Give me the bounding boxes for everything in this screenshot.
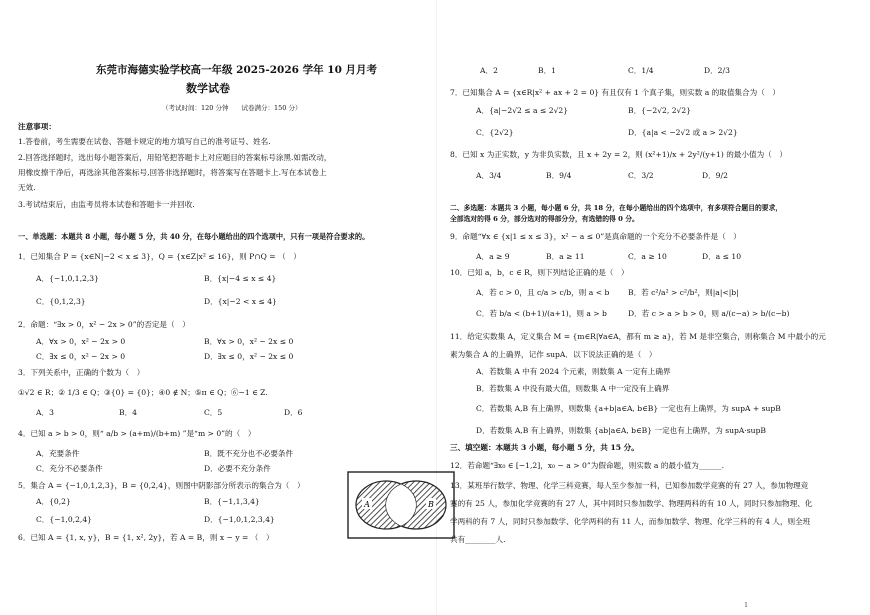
q6-option-c: C．1/4 <box>628 66 654 75</box>
q8-option-c: C．3/2 <box>628 171 654 180</box>
q9-option-b: B．a ≥ 11 <box>546 252 585 261</box>
q3-option-a: A．3 <box>36 408 54 417</box>
q6-option-d: D．2/3 <box>704 66 730 75</box>
q1-option-c: C．{0,1,2,3} <box>36 297 86 306</box>
q13-line: 学两科的有 7 人，同时只参加数学、化学两科的有 11 人，而参加数学、物理、化学三科的有 4 人，则全班 <box>450 517 811 526</box>
q5-stem: 5．集合 A = {−1,0,1,2,3}，B = {0,2,4}，则图中阴影部分所表示的集合为（ ） <box>18 481 305 490</box>
q5-option-a: A．{0,2} <box>36 497 71 506</box>
q2-option-b: B．∀x > 0，x² − 2x ≤ 0 <box>204 337 294 346</box>
exam-meta: （考试时间：120 分钟 试卷满分：150 分） <box>162 104 302 112</box>
note-line: 1.答卷前，考生需要在试卷、答题卡规定的地方填写自己的准考证号、姓名. <box>18 137 271 146</box>
q4-option-c: C．充分不必要条件 <box>36 464 103 473</box>
q5-option-d: D．{−1,0,1,2,3,4} <box>204 515 275 524</box>
q5-option-c: C．{−1,0,2,4} <box>36 515 92 524</box>
q5-option-b: B．{−1,1,3,4} <box>204 497 260 506</box>
page-number: 1 <box>744 601 749 609</box>
note-line: 用橡皮擦干净后，再选涂其他答案标号,回答非选择题时，将答案写在答题卡上.写在本试卷上 <box>18 168 327 177</box>
q3-option-b: B．4 <box>119 408 138 417</box>
q8-option-b: B．9/4 <box>546 171 572 180</box>
q6-stem: 6．已知 A = {1, x, y}，B = {1, x², 2y}，若 A = B，则 x − y = （ ） <box>18 533 274 542</box>
q9-option-a: A．a ≥ 9 <box>476 252 510 261</box>
q2-stem: 2．命题：“∃x > 0，x² − 2x > 0”的否定是（ ） <box>18 320 190 329</box>
q8-option-d: D．9/2 <box>702 171 728 180</box>
left-column <box>16 0 434 615</box>
right-column <box>448 0 860 615</box>
q10-option-a: A．若 c > 0，且 c/a > c/b，则 a < b <box>476 288 610 297</box>
q1-stem: 1．已知集合 P = {x∈N|−2 < x ≤ 3}，Q = {x∈Z|x² ≤ 16}，则 P∩Q = （ ） <box>18 252 301 261</box>
section2-heading: 二、多选题：本题共 3 小题，每小题 6 分，共 18 分，在每小题给出的四个选项中，有多项符合题目的要求， <box>450 204 783 212</box>
q10-option-c: C．若 b/a < (b+1)/(a+1)，则 a > b <box>476 309 607 318</box>
q9-stem: 9．命题“∀x ∈ {x|1 ≤ x ≤ 3}，x² − a ≤ 0”是真命题的一个充分不必要条件是（ ） <box>450 232 741 241</box>
q3-statements: ①√2 ∈ R；② 1/3 ∈ Q；③{0} = {0}；④0 ∉ N；⑤π ∈ Q；⑥−1 ∈ Z. <box>18 388 268 397</box>
q6-option-a: A．2 <box>480 66 498 75</box>
q11-option-a: A．若数集 A 中有 2024 个元素，则数集 A 一定有上确界 <box>476 367 671 376</box>
q7-stem: 7．已知集合 A = {x∈R|x² + ax + 2 = 0} 有且仅有 1 个真子集，则实数 a 的取值集合为（ ） <box>450 88 780 97</box>
section3-heading: 三、填空题：本题共 3 小题，每小题 5 分，共 15 分。 <box>450 443 639 452</box>
exam-title: 东莞市海德实验学校高一年级 2025-2026 学年 10 月月考 <box>96 64 378 76</box>
q13-line: 13．某班举行数学、物理、化学三科竞赛，每人至少参加一科，已知参加数学竞赛的有 27 人，参加物理竞 <box>450 481 809 490</box>
venn-diagram <box>346 470 456 540</box>
q8-stem: 8．已知 x 为正实数，y 为非负实数，且 x + 2y = 2，则 (x²+1)/x + 2y²/(y+1) 的最小值为（ ） <box>450 150 787 159</box>
subject-title: 数学试卷 <box>186 82 230 95</box>
q11-option-c: C．若数集 A,B 有上确界，则数集 {a+b|a∈A, b∈B} 一定也有上确界，为 supA + supB <box>476 404 781 413</box>
note-line: 2.回答选择题时，选出每小题答案后，用铅笔把答题卡上对应题目的答案标号涂黑.如需改动， <box>18 153 332 162</box>
q11-option-b: B．若数集 A 中没有最大值，则数集 A 中一定没有上确界 <box>476 384 670 393</box>
note-line: 无效. <box>18 183 36 192</box>
q7-option-a: A．{a|−2√2 ≤ a ≤ 2√2} <box>476 106 569 115</box>
q11-stem-cont: 素为集合 A 的上确界，记作 supA．以下说法正确的是（ ） <box>450 350 657 359</box>
q1-option-d: D．{x|−2 < x ≤ 4} <box>204 297 277 306</box>
venn-label-a: A <box>364 500 370 509</box>
q7-option-b: B．{−2√2, 2√2} <box>628 106 692 115</box>
q12-stem: 12．若命题“∃x₀ ∈ [−1,2]，x₀ − a > 0”为假命题，则实数 a 的最小值为______. <box>450 461 724 470</box>
section2-heading-cont: 全部选对的得 6 分，部分选对的得部分分，有选错的得 0 分。 <box>450 215 639 223</box>
q6-option-b: B．1 <box>538 66 557 75</box>
venn-label-b: B <box>428 500 434 509</box>
q4-stem: 4．已知 a > b > 0，则“ a/b > (a+m)/(b+m) ”是“m > 0”的（ ） <box>18 429 256 438</box>
q10-stem: 10．已知 a，b，c ∈ R，则下列结论正确的是（ ） <box>450 268 629 277</box>
q11-option-d: D．若数集 A,B 有上确界，则数集 {ab|a∈A, b∈B} 一定也有上确界，为 supA·supB <box>476 426 767 435</box>
q1-option-b: B．{x|−4 ≤ x ≤ 4} <box>204 274 277 283</box>
q2-option-c: C．∃x ≤ 0，x² − 2x > 0 <box>36 352 126 361</box>
q1-option-a: A．{−1,0,1,2,3} <box>36 274 99 283</box>
q4-option-b: B．既不充分也不必要条件 <box>204 449 294 458</box>
q11-stem: 11．给定实数集 A，定义集合 M = {m∈R|∀a∈A，都有 m ≥ a}，若 M 是非空集合，则称集合 M 中最小的元 <box>450 332 826 341</box>
q2-option-a: A．∀x > 0，x² − 2x > 0 <box>36 337 126 346</box>
note-line: 3.考试结束后，由监考员将本试卷和答题卡一并回收. <box>18 200 195 209</box>
q3-option-c: C．5 <box>204 408 223 417</box>
q3-stem: 3．下列关系中，正确的个数为（ ） <box>18 368 145 377</box>
q9-option-c: C．a ≥ 10 <box>628 252 667 261</box>
q13-line: 共有________人. <box>450 535 506 544</box>
notes-heading: 注意事项： <box>18 122 56 131</box>
q10-option-b: B．若 c²/a² > c²/b²，则|a|<|b| <box>628 288 739 297</box>
section1-heading: 一、单选题：本题共 8 小题，每小题 5 分，共 40 分，在每小题给出的四个选项中，只有一项是符合要求的。 <box>18 232 370 241</box>
q4-option-d: D．必要不充分条件 <box>204 464 271 473</box>
q9-option-d: D．a ≤ 10 <box>702 252 742 261</box>
q3-option-d: D．6 <box>284 408 303 417</box>
q10-option-d: D．若 c > a > b > 0，则 a/(c−a) > b/(c−b) <box>628 309 790 318</box>
q2-option-d: D．∃x ≤ 0，x² − 2x ≤ 0 <box>204 352 294 361</box>
q7-option-c: C．{2√2} <box>476 128 514 137</box>
q7-option-d: D．{a|a < −2√2 或 a > 2√2} <box>628 128 738 137</box>
q4-option-a: A．充要条件 <box>36 449 80 458</box>
q13-line: 赛的有 25 人，参加化学竞赛的有 27 人，其中同时只参加数学、物理两科的有 10 人，同时只参加物理、化 <box>450 499 813 508</box>
q8-option-a: A．3/4 <box>476 171 502 180</box>
